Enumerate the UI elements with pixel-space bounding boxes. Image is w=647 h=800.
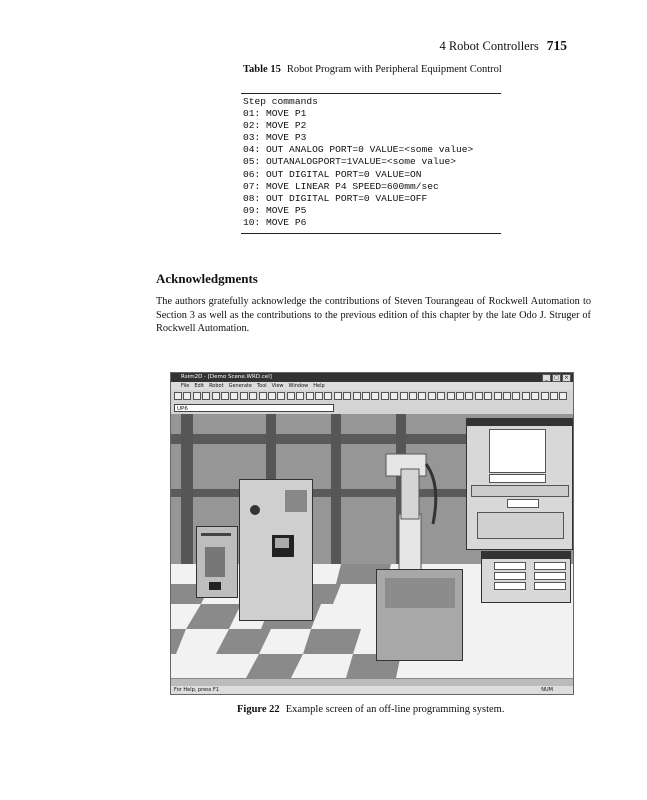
figure-caption-text: Example screen of an off-line programming system.	[285, 704, 505, 715]
toolbar-button	[353, 392, 361, 400]
status-bar	[171, 686, 573, 694]
toolbar-button	[202, 392, 210, 400]
fixture-box	[376, 569, 463, 661]
toolbar-button	[418, 392, 426, 400]
table-title: Robot Program with Peripheral Equipment Control	[286, 64, 502, 75]
x-field	[494, 562, 526, 570]
toolbar-button	[249, 392, 257, 400]
toolbar-button	[522, 392, 530, 400]
window-controls	[542, 374, 571, 382]
figure-label: Figure 22	[237, 704, 280, 715]
toolbar-button	[230, 392, 238, 400]
table-row: 03: MOVE P3	[243, 132, 307, 144]
fence-post	[331, 414, 341, 584]
table-body	[243, 96, 473, 229]
toolbar-button	[343, 392, 351, 400]
toolbar-button	[484, 392, 492, 400]
toolbar-button	[541, 392, 549, 400]
maximize-icon: □	[552, 374, 561, 382]
figure-screenshot	[170, 372, 574, 695]
toolbar-button	[447, 392, 455, 400]
toolbar-button	[193, 392, 201, 400]
minimize-icon: _	[542, 374, 551, 382]
menu-window: Window	[288, 383, 309, 389]
window-title: Rsim2D - [Demo Scene.WRD.cel]	[181, 374, 272, 380]
table-caption	[243, 64, 503, 77]
page-number: 715	[546, 38, 567, 53]
coordinate-panel	[481, 551, 571, 603]
toolbar-button	[371, 392, 379, 400]
robot-combo: UP6	[174, 404, 334, 412]
table-row: 09: MOVE P5	[243, 204, 307, 216]
figure-caption	[237, 704, 504, 715]
status-help: For Help, press F1	[174, 687, 220, 693]
table-row: 10: MOVE P6	[243, 216, 307, 228]
table-row: 05: OUTANALOGPORT=1VALUE=<some value>	[243, 156, 457, 168]
toolbar-button	[268, 392, 276, 400]
table-row: 06: OUT DIGITAL PORT=0 VALUE=ON	[243, 168, 422, 180]
toolbar-button	[183, 392, 191, 400]
toolbar-button	[240, 392, 248, 400]
panel-title-bar	[482, 552, 570, 559]
toolbar-button	[362, 392, 370, 400]
menu-edit: Edit	[194, 383, 205, 389]
toolbar-button	[381, 392, 389, 400]
toolbar-button	[550, 392, 558, 400]
ry-field	[534, 572, 566, 580]
table-row: 07: MOVE LINEAR P4 SPEED=600mm/sec	[243, 180, 439, 192]
running-head	[439, 38, 567, 54]
menu-robot: Robot	[209, 383, 224, 389]
toolbar-button	[400, 392, 408, 400]
robot-controller-cabinet	[239, 479, 313, 621]
status-num: NUM	[541, 687, 553, 693]
table-row: 08: OUT DIGITAL PORT=0 VALUE=OFF	[243, 192, 428, 204]
y-field	[494, 572, 526, 580]
program-list-box	[489, 429, 546, 473]
table-label: Table 15	[243, 64, 281, 75]
fence-post	[181, 414, 193, 584]
table-row: 01: MOVE P1	[243, 108, 307, 120]
toolbar-button	[212, 392, 220, 400]
toolbar-button	[512, 392, 520, 400]
toolbar-button	[409, 392, 417, 400]
toolbar-button	[315, 392, 323, 400]
table-row: 02: MOVE P2	[243, 120, 307, 132]
toolbar-button	[559, 392, 567, 400]
panel-title-bar	[467, 419, 572, 426]
controller-cabinet	[196, 526, 238, 598]
tab-row	[471, 485, 569, 497]
toolbar-button	[296, 392, 304, 400]
position-field	[489, 474, 546, 483]
toolbar-button	[259, 392, 267, 400]
close-icon: ×	[562, 374, 571, 382]
table-row: 04: OUT ANALOG PORT=0 VALUE=<some value>	[243, 144, 474, 156]
menu-tool: Tool	[256, 383, 267, 389]
toolbar-button	[437, 392, 445, 400]
toolbar-button	[503, 392, 511, 400]
toolbar-button	[465, 392, 473, 400]
rz-field	[534, 582, 566, 590]
toolbar-button	[221, 392, 229, 400]
toolbar-button	[475, 392, 483, 400]
toolbar-button	[494, 392, 502, 400]
toolbar-button	[277, 392, 285, 400]
jog-buttons	[477, 512, 564, 539]
toolbar-button	[174, 392, 182, 400]
section-heading: Acknowledgments	[156, 271, 258, 286]
menu-view: View	[271, 383, 284, 389]
table-bottom-rule	[241, 233, 501, 234]
rx-field	[534, 562, 566, 570]
menu-generate: Generate	[228, 383, 252, 389]
menu-file: File	[181, 383, 190, 389]
menu-bar	[171, 382, 573, 390]
menu-help: Help	[313, 383, 325, 389]
toolbar-button	[287, 392, 295, 400]
body-paragraph: The authors gratefully acknowledge the contributions of Steven Tourangeau of Rockwell Automation to Section 3 as well as the contributions to the previous edition of this chapter by the late Odo J. Struger of Rockwell Automation.	[156, 296, 591, 334]
teach-panel	[466, 418, 573, 550]
toolbar-button	[324, 392, 332, 400]
toolbar-button	[334, 392, 342, 400]
robot-select	[507, 499, 539, 508]
window-title-bar	[171, 373, 573, 382]
toolbar-button	[456, 392, 464, 400]
toolbar-button	[390, 392, 398, 400]
table-top-rule	[241, 93, 501, 94]
toolbar-button	[428, 392, 436, 400]
z-field	[494, 582, 526, 590]
toolbar-button	[531, 392, 539, 400]
table-header: Step commands	[243, 96, 318, 107]
chapter-title: 4 Robot Controllers	[439, 39, 539, 53]
toolbar-button	[306, 392, 314, 400]
